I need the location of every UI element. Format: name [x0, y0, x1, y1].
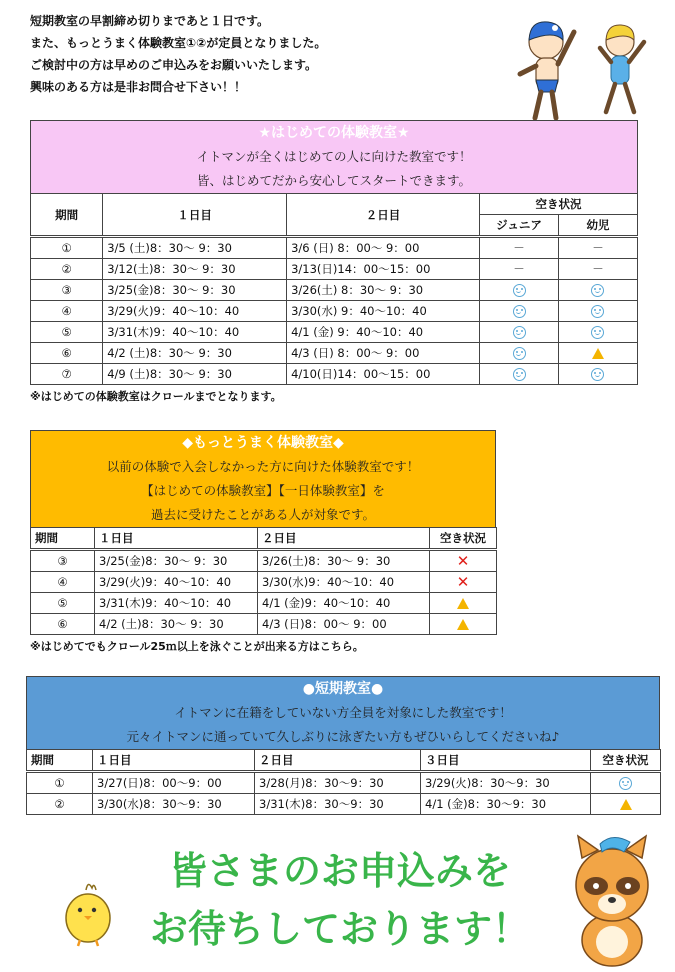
beginner-desc: 皆、はじめてだから安心してスタートできます。 [196, 173, 471, 188]
table-cell [480, 280, 559, 301]
col-header-availability: 空き状況 [480, 194, 638, 215]
table-cell: ① [27, 772, 93, 794]
table-cell: 3/25(金)8：30～ 9：30 [95, 550, 258, 572]
short-class-section [26, 676, 660, 815]
notice-line: 興味のある方は是非お問合せ下さい！！ [30, 80, 247, 94]
smile-icon [513, 326, 526, 339]
table-row [31, 280, 638, 301]
table-row [31, 237, 638, 259]
triangle-icon [457, 619, 469, 630]
better-schedule-table [30, 527, 497, 635]
table-cell: 3/6 (日) 8：00～ 9：00 [287, 237, 480, 259]
short-banner [26, 676, 660, 749]
better-desc: 以前の体験で入会しなかった方に向けた体験教室です！ [106, 459, 420, 474]
table-cell [558, 259, 637, 280]
col-header-period: 期間 [31, 528, 95, 550]
col-header-availability: 空き状況 [591, 750, 661, 772]
triangle-icon [457, 598, 469, 609]
table-cell [480, 364, 559, 385]
table-cell: ③ [31, 550, 95, 572]
triangle-icon [620, 799, 632, 810]
table-cell: 3/30(水)8：30～9：30 [93, 794, 255, 815]
beginner-note: ※はじめての体験教室はクロールまでとなります。 [30, 390, 282, 403]
table-cell [480, 343, 559, 364]
col-header-day2: ２日目 [287, 194, 480, 237]
triangle-icon [592, 348, 604, 359]
table-row [31, 593, 497, 614]
better-note: ※はじめてでもクロール25ｍ以上を泳ぐことが出来る方はこちら。 [30, 640, 364, 653]
table-cell [430, 550, 497, 572]
smile-icon [513, 347, 526, 360]
col-header-junior: ジュニア [480, 215, 559, 237]
table-cell: 3/13(日)14：00～15：00 [287, 259, 480, 280]
table-cell [558, 322, 637, 343]
table-cell [558, 301, 637, 322]
table-cell: ⑥ [31, 614, 95, 635]
notice-line: ご検討中の方は早めのご申込みをお願いいたします。 [30, 58, 318, 72]
dash-mark: － [513, 262, 525, 276]
col-header-availability: 空き状況 [430, 528, 497, 550]
table-cell: 3/12(土)8：30～ 9：30 [103, 259, 287, 280]
table-cell: ⑤ [31, 322, 103, 343]
table-row [31, 301, 638, 322]
swimmer-kids-illustration [508, 8, 668, 128]
table-cell [591, 772, 661, 794]
smile-icon [591, 284, 604, 297]
table-cell: 3/30(水) 9：40～10：40 [287, 301, 480, 322]
dash-mark: － [592, 241, 604, 255]
table-cell: ② [27, 794, 93, 815]
table-cell: 4/1 (金) 9：40～10：40 [287, 322, 480, 343]
table-cell [591, 794, 661, 815]
col-header-day3: ３日目 [421, 750, 591, 772]
better-title: ◆もっとうまく体験教室◆ [182, 435, 344, 451]
smile-icon [513, 284, 526, 297]
table-cell: ⑦ [31, 364, 103, 385]
notice [30, 10, 500, 98]
table-cell [430, 614, 497, 635]
smile-icon [513, 368, 526, 381]
table-row [31, 550, 497, 572]
table-cell: 3/26(土)8：30～ 9：30 [258, 550, 430, 572]
table-cell: 4/10(日)14：00～15：00 [287, 364, 480, 385]
table-row [31, 364, 638, 385]
chick-illustration [58, 878, 118, 948]
better-banner [30, 430, 496, 527]
col-header-day1: １日目 [93, 750, 255, 772]
table-cell: ③ [31, 280, 103, 301]
col-header-period: 期間 [27, 750, 93, 772]
table-row [27, 772, 661, 794]
col-header-day1: １日目 [95, 528, 258, 550]
better-class-section [30, 430, 496, 654]
col-header-toddler: 幼児 [558, 215, 637, 237]
table-cell: 4/3 (日)8：00～ 9：00 [258, 614, 430, 635]
col-header-period: 期間 [31, 194, 103, 237]
better-desc: 【はじめての体験教室】【一日体験教室】を [141, 483, 385, 498]
smile-icon [591, 326, 604, 339]
table-cell [558, 343, 637, 364]
beginner-desc: イトマンが全くはじめての人に向けた教室です！ [196, 149, 472, 164]
table-cell: 3/28(月)8：30～9：30 [255, 772, 421, 794]
col-header-day2: ２日目 [258, 528, 430, 550]
cross-icon: ✕ [456, 551, 470, 570]
table-cell: ① [31, 237, 103, 259]
table-cell: 4/1 (金)9：40～10：40 [258, 593, 430, 614]
cross-icon: ✕ [456, 572, 470, 591]
table-row [27, 794, 661, 815]
short-schedule-table [26, 749, 661, 815]
closing-line-2: お待ちしております！ [149, 907, 530, 951]
table-cell: ② [31, 259, 103, 280]
dash-mark: － [513, 241, 525, 255]
table-row [31, 572, 497, 593]
table-cell [480, 259, 559, 280]
col-header-day2: ２日目 [255, 750, 421, 772]
table-cell: 4/1 (金)8：30～9：30 [421, 794, 591, 815]
table-cell: 4/9 (土)8：30～ 9：30 [103, 364, 287, 385]
table-cell: ⑤ [31, 593, 95, 614]
closing-message [120, 842, 560, 958]
smile-icon [513, 305, 526, 318]
notice-line: また、もっとうまく体験教室①②が定員となりました。 [30, 36, 327, 50]
table-cell: 3/29(火)8：30～9：30 [421, 772, 591, 794]
short-desc: イトマンに在籍をしていない方全員を対象にした教室です！ [174, 705, 512, 720]
smile-icon [591, 368, 604, 381]
table-cell: 3/25(金)8：30～ 9：30 [103, 280, 287, 301]
table-cell: 3/30(水)9：40～10：40 [258, 572, 430, 593]
table-row [31, 259, 638, 280]
table-row [31, 343, 638, 364]
table-cell: ④ [31, 572, 95, 593]
beginner-schedule-table [30, 193, 638, 385]
table-cell [480, 237, 559, 259]
closing-line-1: 皆さまのお申込みを [168, 849, 511, 893]
col-header-day1: １日目 [103, 194, 287, 237]
notice-line: 短期教室の早割締め切りまであと１日です。 [30, 14, 270, 28]
table-cell: ④ [31, 301, 103, 322]
table-row [31, 322, 638, 343]
table-cell [558, 364, 637, 385]
beginner-title: ★はじめての体験教室★ [258, 125, 410, 141]
table-cell: 3/5 (土)8：30～ 9：30 [103, 237, 287, 259]
table-cell: 3/29(火)9：40～10：40 [103, 301, 287, 322]
table-cell [480, 322, 559, 343]
beginner-class-section [30, 120, 638, 404]
dash-mark: － [592, 262, 604, 276]
beginner-banner [30, 120, 638, 193]
table-cell: ⑥ [31, 343, 103, 364]
raccoon-mascot-illustration [560, 830, 665, 970]
table-cell: 3/29(火)9：40～10：40 [95, 572, 258, 593]
table-cell: 3/31(木)9：40～10：40 [103, 322, 287, 343]
table-cell [430, 593, 497, 614]
short-title: ●短期教室● [302, 681, 384, 697]
short-desc: 元々イトマンに通っていて久しぶりに泳ぎたい方もぜひいらしてくださいね♪ [126, 729, 560, 744]
table-cell: 3/31(木)8：30～9：30 [255, 794, 421, 815]
table-cell: 3/27(日)8：00～9：00 [93, 772, 255, 794]
table-cell: 3/31(木)9：40～10：40 [95, 593, 258, 614]
table-cell: 4/2 (土)8：30～ 9：30 [95, 614, 258, 635]
table-cell [558, 237, 637, 259]
table-cell: 4/3 (日) 8：00～ 9：00 [287, 343, 480, 364]
table-cell [430, 572, 497, 593]
better-desc: 過去に受けたことがある人が対象です。 [150, 507, 375, 522]
closing-area [0, 830, 675, 972]
table-cell [480, 301, 559, 322]
table-row [31, 614, 497, 635]
smile-icon [619, 777, 632, 790]
table-cell [558, 280, 637, 301]
smile-icon [591, 305, 604, 318]
table-cell: 3/26(土) 8：30～ 9：30 [287, 280, 480, 301]
table-cell: 4/2 (土)8：30～ 9：30 [103, 343, 287, 364]
